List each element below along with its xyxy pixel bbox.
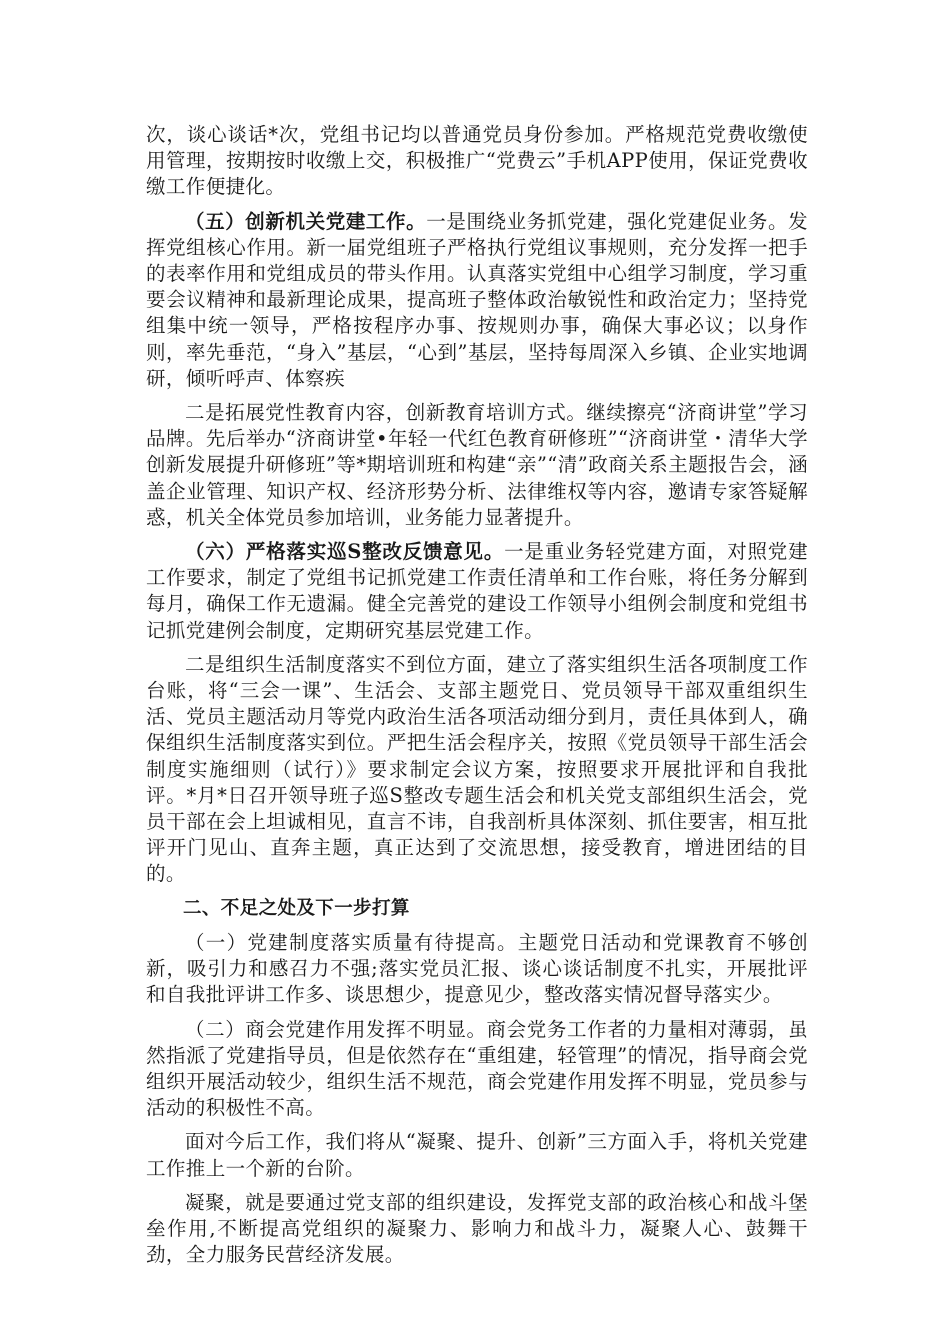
document-page [146, 122, 808, 1276]
paragraph-party-education: 二是拓展党性教育内容，创新教育培训方式。继续擦亮“济商讲堂”学习品牌。先后举办“济商讲堂•年轻一代红色教育研修班”“济商讲堂・清华大学创新发展提升研修班”等*期培训班和构建“亲”“清”政商关系主题报告会，涵盖企业管理、知识产权、经济形势分析、法律维权等内容，邀请专家答疑解惑，机关全体党员参加培训，业务能力显著提升。 [146, 401, 808, 529]
paragraph-body: 一是围绕业务抓党建，强化党建促业务。发挥党组核心作用。新一届党组班子严格执行党组议事规则，充分发挥一把手的表率作用和党组成员的带头作用。认真落实党组中心组学习制度，学习重要会议精神和最新理论成果，提高班子整体政治敏锐性和政治定力；坚持党组集中统一领导，严格按程序办事、按规则办事，确保大事必议；以身作则，率先垂范，“身入”基层，“心到”基层，坚持每周深入乡镇、企业实地调研，倾听呼声、体察疾 [146, 209, 808, 390]
paragraph-party-fees: 次，谈心谈话*次，党组书记均以普通党员身份参加。严格规范党费收缴使用管理，按期按时收缴上交，积极推广“党费云”手机APP使用，保证党费收缴工作便捷化。 [146, 123, 808, 199]
subsection-heading-6: （六）严格落实巡S整改反馈意见。 [185, 540, 505, 564]
paragraph-shortcoming-1: （一）党建制度落实质量有待提高。主题党日活动和党课教育不够创新，吸引力和感召力不强;落实党员汇报、谈心谈话制度不扎实，开展批评和自我批评讲工作多、谈思想少，提意见少，整改落实情况督导落实少。 [146, 930, 808, 1007]
paragraph-body: 一是重业务轻党建方面，对照党建工作要求，制定了党组书记抓党建工作责任清单和工作台账，将任务分解到每月，确保工作无遗漏。健全完善党的建设工作领导小组例会制度和党组书记抓党建例会制度，定期研究基层党建工作。 [146, 540, 808, 642]
paragraph-shortcoming-2: （二）商会党建作用发挥不明显。商会党务工作者的力量相对薄弱，虽然指派了党建指导员，但是依然存在“重组建，轻管理”的情况，指导商会党组织开展活动较少，组织生活不规范，商会党建作用发挥不明显，党员参与活动的积极性不高。 [146, 1017, 808, 1120]
section-heading-shortcomings: 二、不足之处及下一步打算 [183, 897, 410, 919]
subsection-heading-5: （五）创新机关党建工作。 [185, 209, 427, 233]
paragraph-organizational-life: 二是组织生活制度落实不到位方面，建立了落实组织生活各项制度工作台账，将“三会一课”、生活会、支部主题党日、党员领导干部双重组织生活、党员主题活动月等党内政治生活各项活动细分到月，责任具体到人，确保组织生活制度落实到位。严把生活会程序关，按照《党员领导干部生活会制度实施细则（试行）》要求制定会议方案，按照要求开展批评和自我批评。*月*日召开领导班子巡S整改专题生活会和机关党支部组织生活会，党员干部在会上坦诚相见，直言不讳，自我剖析具体深刻、抓住要害，相互批评开门见山、直奔主题，真正达到了交流思想，接受教育，增进团结的目的。 [146, 652, 808, 886]
paragraph-future-work: 面对今后工作，我们将从“凝聚、提升、创新”三方面入手，将机关党建工作推上一个新的台阶。 [146, 1130, 808, 1180]
paragraph-rectification [146, 539, 808, 644]
paragraph-cohesion: 凝聚，就是要通过党支部的组织建设，发挥党支部的政治核心和战斗堡垒作用,不断提高党组织的凝聚力、影响力和战斗力，凝聚人心、鼓舞干劲，全力服务民营经济发展。 [146, 1190, 808, 1267]
paragraph-innovate-party-building [146, 209, 808, 392]
